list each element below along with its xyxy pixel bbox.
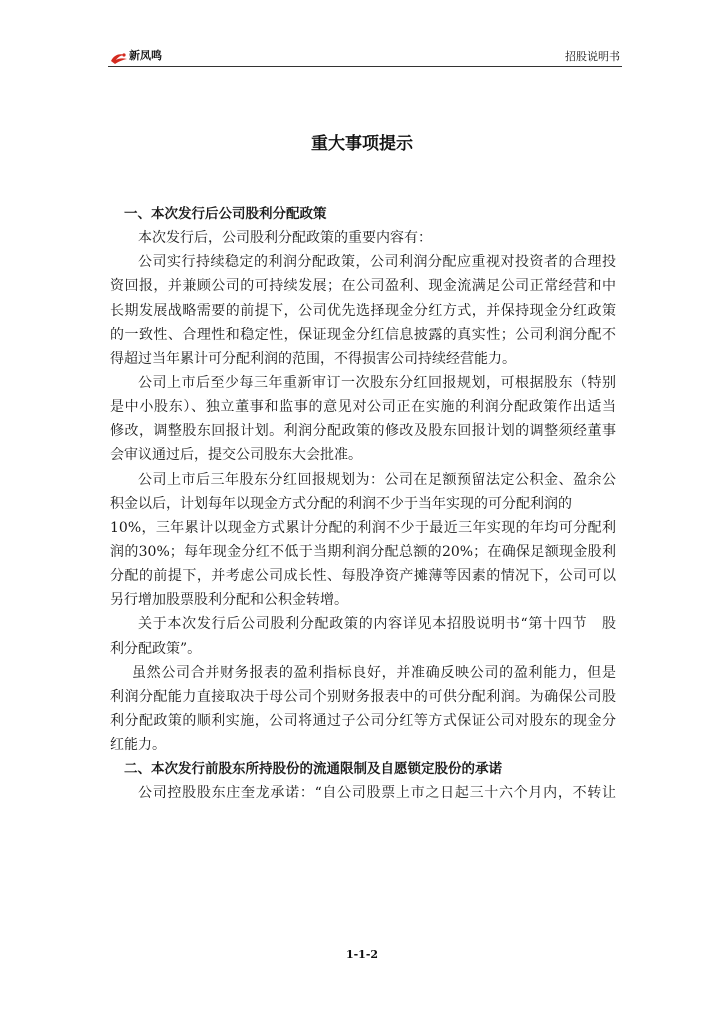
paragraph-profit-distribution xyxy=(110,250,616,371)
paragraph-line: 公司实行持续稳定的利润分配政策，公司利润分配应重视对投资者的合理投 xyxy=(138,254,616,271)
section-heading-dividend-policy: 一、本次发行后公司股利分配政策 xyxy=(124,206,327,222)
logo-bird-svg xyxy=(110,52,128,65)
paragraph-line: 修改，调整股东回报计划。利润分配政策的修改及股东回报计划的调整须经董事 xyxy=(110,423,616,440)
company-logo xyxy=(110,49,162,63)
page-title: 重大事项提示 xyxy=(311,134,413,154)
paragraph-line: 长期发展战略需要的前提下，公司优先选择现金分红方式，并保持现金分红政策 xyxy=(110,302,616,319)
document-body xyxy=(110,202,616,806)
paragraph-line: 红能力。 xyxy=(110,737,166,754)
paragraph-line: 积金以后，计划每年以现金方式分配的利润不少于当年实现的可分配利润的 xyxy=(110,495,572,512)
logo-bird-icon xyxy=(110,50,128,63)
paragraph-intro xyxy=(110,226,616,250)
paragraph-line: 是中小股东）、独立董事和监事的意见对公司正在实施的利润分配政策作出适当 xyxy=(110,399,616,416)
paragraph-line: 另行增加股票股利分配和公积金转增。 xyxy=(110,592,348,609)
paragraph-line: 公司控股股东庄奎龙承诺：“自公司股票上市之日起三十六个月内，不转让 xyxy=(138,785,616,802)
paragraph-line: 利润分配能力直接取决于母公司个别财务报表中的可供分配利润。为确保公司股 xyxy=(110,688,616,705)
section-heading-lockup: 二、本次发行前股东所持股份的流通限制及自愿锁定股份的承诺 xyxy=(124,761,502,778)
paragraph-return-plan-review xyxy=(110,371,616,468)
paragraph-line: 利分配政策”。 xyxy=(110,640,202,657)
paragraph-line: 得超过当年累计可分配利润的范围，不得损害公司持续经营能力。 xyxy=(110,350,516,367)
paragraph-line: 公司上市后三年股东分红回报规划为：公司在足额预留法定公积金、盈余公 xyxy=(138,471,616,488)
paragraph-line: 关于本次发行后公司股利分配政策的内容详见本招股说明书“第十四节 股 xyxy=(138,616,616,633)
paragraph-line: 虽然公司合并财务报表的盈利指标良好，并准确反映公司的盈利能力，但是 xyxy=(132,664,616,681)
paragraph-line: 资回报，并兼顾公司的可持续发展；在公司盈利、现金流满足公司正常经营和中 xyxy=(110,278,616,295)
page-header xyxy=(108,46,622,67)
paragraph-line: 分配的前提下，并考虑公司成长性、每股净资产摊薄等因素的情况下，公司可以 xyxy=(110,568,616,585)
paragraph-three-year-plan xyxy=(110,468,616,613)
paragraph-line: 本次发行后，公司股利分配政策的重要内容有： xyxy=(138,230,432,247)
document-type: 招股说明书 xyxy=(565,50,620,63)
paragraph-line: 润的30%；每年现金分红不低于当期利润分配总额的20%；在确保足额现金股利 xyxy=(110,543,616,560)
page-number: 1-1-2 xyxy=(345,948,379,961)
paragraph-line: 会审议通过后，提交公司股东大会批准。 xyxy=(110,447,362,464)
paragraph-line: 的一致性、合理性和稳定性，保证现金分红信息披露的真实性；公司利润分配不 xyxy=(110,326,616,343)
paragraph-reference xyxy=(110,612,616,660)
logo-text: 新凤鸣 xyxy=(129,49,162,62)
paragraph-parent-company xyxy=(110,661,616,758)
paragraph-line: 10%，三年累计以现金方式累计分配的利润不少于最近三年实现的年均可分配利 xyxy=(110,519,616,536)
paragraph-controlling-shareholder xyxy=(110,781,616,805)
paragraph-line: 利分配政策的顺利实施，公司将通过子公司分红等方式保证公司对股东的现金分 xyxy=(110,712,616,729)
paragraph-line: 公司上市后至少每三年重新审订一次股东分红回报规划，可根据股东（特别 xyxy=(138,374,616,391)
